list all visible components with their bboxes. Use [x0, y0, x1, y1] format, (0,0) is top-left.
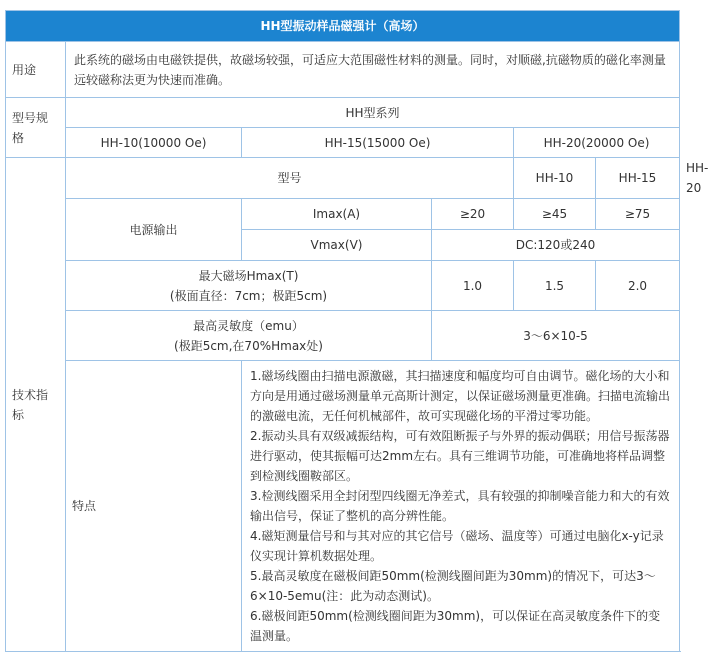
field-label: [66, 261, 432, 311]
feature-item: 6.磁极间距50mm(检测线圈间距为30mm)，可以保证在高灵敏度条件下的变温测量。: [250, 609, 661, 643]
spec-table: HH型振动样品磁强计（高场） 用途 此系统的磁场由电磁铁提供，故磁场较强，可适应大范围磁性材料的测量。同时，对顺磁,抗磁物质的磁化率测量远较磁称法更为快速而准确。 型号规格 HH型系列 HH-10(10000 Oe) HH-15(15000 Oe) HH-20(20000 Oe) 技术指标 型号 HH-10 HH-15 HH-20 电源输出 Imax(A) ≥20 ≥45 ≥75 Vmax(V) DC:120或240 最大磁场Hmax(T) (极面直径：7cm；极距5cm) 1.0 1.5 2.0 最高灵敏度（emu） (极距5cm,在70%Hmax处) 3～6×10-5 特点 1.磁场线圈由扫描电源激磁，其扫描速度和幅度均可自由调节。磁化场的大小和方向是用通过磁场测量单元高斯计测定，以保证磁场测量更准确。扫描电流输出的激磁电流，无任何机械部件，故可实现磁化场的平滑过零功能。 2.振动头具有双级减振结构，可有效阻断振子与外界的振动偶联；用信号振荡器进行驱动，使其振幅可达2mm左右。具有三维调节功能，可准确地将样品调整到检测线圈鞍部区。 3.检测线圈采用全封闭型四线圈无净差式，具有较强的抑制噪音能力和大的有效输出信号，保证了整机的高分辨性能。 4.磁矩测量信号和与其对应的其它信号（磁场、温度等）可通过电脑化x-y记录仪实现计算机数据处理。 5.最高灵敏度在磁极间距50mm(检测线圈间距为30mm)的情况下，可达3～6×10-5emu(注：此为动态测试)。 6.磁极间距50mm(检测线圈间距为30mm)，可以保证在高灵敏度条件下的变温测量。: [5, 10, 680, 652]
sensitivity-label-line2: (极距5cm,在70%Hmax处): [174, 338, 323, 353]
sensitivity-value: 3～6×10-5: [432, 311, 680, 361]
features-list: [242, 361, 680, 652]
sensitivity-label-line1: 最高灵敏度（emu）: [193, 318, 304, 333]
field-label-line1: 最大磁场Hmax(T): [198, 268, 299, 283]
field-label-line2: (极面直径：7cm；极距5cm): [169, 288, 328, 303]
usage-label: 用途: [6, 42, 66, 98]
vmax-value: DC:120或240: [432, 230, 680, 261]
usage-text: 此系统的磁场由电磁铁提供，故磁场较强，可适应大范围磁性材料的测量。同时，对顺磁,抗磁物质的磁化率测量远较磁称法更为快速而准确。: [66, 42, 680, 98]
tech-model-header: 型号: [66, 158, 514, 199]
power-label: 电源输出: [66, 199, 242, 261]
field-value: 1.0: [432, 261, 514, 311]
field-value: 2.0: [596, 261, 680, 311]
imax-value: ≥45: [514, 199, 596, 230]
table-title: HH型振动样品磁强计（高场）: [6, 11, 680, 42]
model-item: HH-15(15000 Oe): [242, 128, 514, 158]
models-series: HH型系列: [66, 98, 680, 128]
feature-item: 5.最高灵敏度在磁极间距50mm(检测线圈间距为30mm)的情况下，可达3～6×10-5emu(注：此为动态测试)。: [250, 569, 656, 603]
model-item: HH-10(10000 Oe): [66, 128, 242, 158]
imax-value: ≥20: [432, 199, 514, 230]
feature-item: 2.振动头具有双级减振结构，可有效阻断振子与外界的振动偶联；用信号振荡器进行驱动，使其振幅可达2mm左右。具有三维调节功能，可准确地将样品调整到检测线圈鞍部区。: [250, 429, 670, 483]
tech-label: 技术指标: [6, 158, 66, 652]
imax-value: ≥75: [596, 199, 680, 230]
feature-item: 3.检测线圈采用全封闭型四线圈无净差式，具有较强的抑制噪音能力和大的有效输出信号，保证了整机的高分辨性能。: [250, 489, 670, 523]
model-item: HH-20(20000 Oe): [514, 128, 680, 158]
tech-model-col: HH-15: [596, 158, 680, 199]
field-value: 1.5: [514, 261, 596, 311]
tech-model-col: HH-10: [514, 158, 596, 199]
feature-item: 1.磁场线圈由扫描电源激磁，其扫描速度和幅度均可自由调节。磁化场的大小和方向是用通过磁场测量单元高斯计测定，以保证磁场测量更准确。扫描电流输出的激磁电流，无任何机械部件，故可实现磁化场的平滑过零功能。: [250, 369, 671, 423]
vmax-label: Vmax(V): [242, 230, 432, 261]
models-label: 型号规格: [6, 98, 66, 158]
sensitivity-label: [66, 311, 432, 361]
feature-item: 4.磁矩测量信号和与其对应的其它信号（磁场、温度等）可通过电脑化x-y记录仪实现计算机数据处理。: [250, 529, 664, 563]
features-label: 特点: [66, 361, 242, 652]
imax-label: Imax(A): [242, 199, 432, 230]
